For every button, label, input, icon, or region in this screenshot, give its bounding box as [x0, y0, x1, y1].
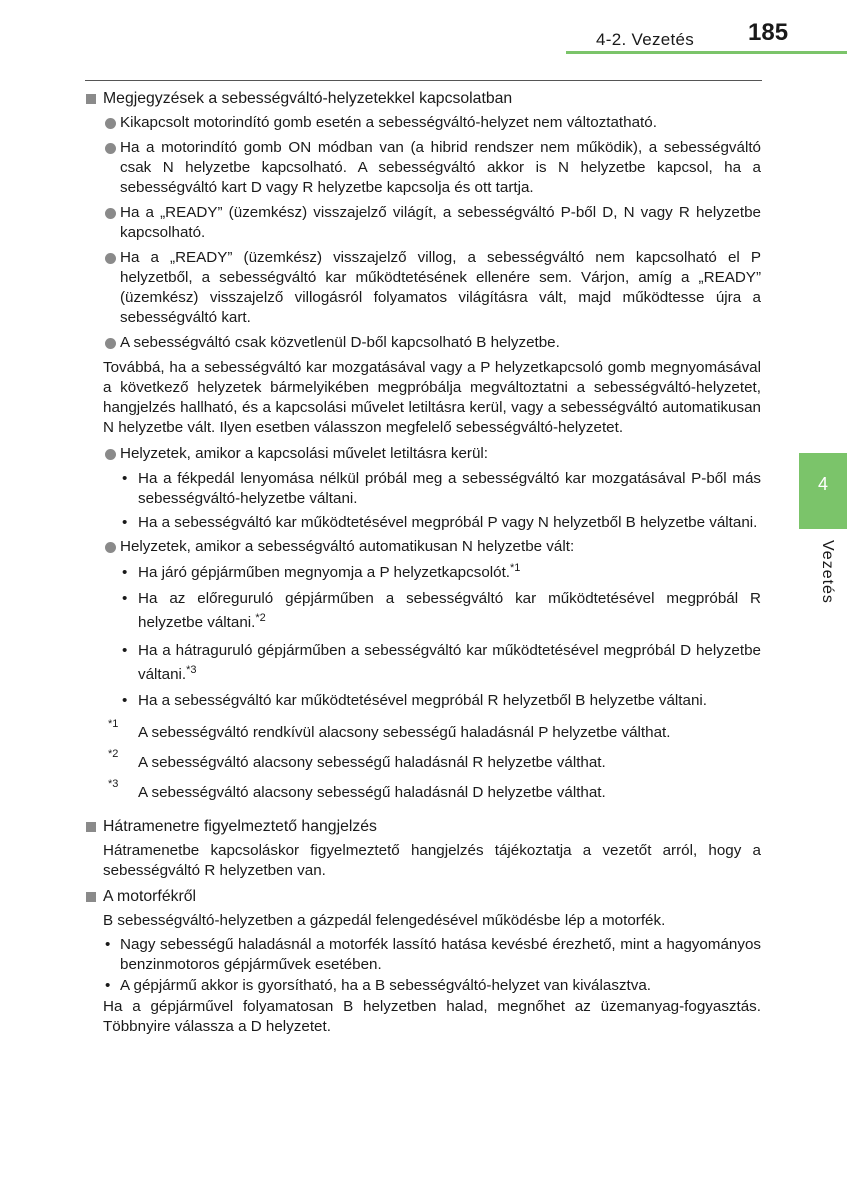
bullet-item: [86, 444, 761, 464]
sub-bullet-item: [86, 691, 761, 711]
square-bullet-icon: [86, 892, 96, 902]
bullet-text: Ha a „READY” (üzemkész) visszajelző világít, a sebességváltó P-ből D, N vagy R helyzetbe kapcsolható.: [120, 204, 761, 241]
dot-bullet-icon: •: [122, 642, 128, 659]
sub-bullet-item: [86, 469, 761, 509]
bullet-item: [86, 248, 761, 328]
bullet-text: Helyzetek, amikor a kapcsolási művelet letiltásra kerül:: [120, 445, 489, 462]
bullet-item: [86, 537, 761, 557]
footnote-marker: *1: [510, 562, 521, 574]
round-bullet-icon: [105, 208, 116, 219]
heading-text: Hátramenetre figyelmeztető hangjelzés: [103, 818, 377, 835]
round-bullet-icon: [105, 338, 116, 349]
bullet-text: Ha a „READY” (üzemkész) visszajelző villog, a sebességváltó nem kapcsolható el P helyzetből, a sebességváltó kar működtetésének ellenére sem. Várjon, amíg a „READY” (üzemkész) visszajelző villogásról folyamatos világításra vált, majd működtesse újra a sebességváltó kart.: [120, 249, 761, 326]
footnote-mark-text: *3: [108, 778, 119, 790]
page-number: 185: [748, 19, 789, 46]
section-heading: [86, 89, 761, 109]
heading-text: A motorfékről: [103, 888, 197, 905]
bullet-text: A sebességváltó csak közvetlenül D-ből kapcsolható B helyzetbe.: [120, 334, 560, 351]
bullet-text: Kikapcsolt motorindító gomb esetén a sebességváltó-helyzet nem változtatható.: [120, 114, 657, 131]
footnote-mark-text: *2: [108, 748, 119, 760]
footnote: [86, 748, 761, 773]
header-divider: [85, 80, 762, 81]
section-heading: [86, 817, 761, 837]
sub-bullet-text: Ha az előreguruló gépjárműben a sebességváltó kar működtetésével megpróbál R helyzetbe váltani.: [138, 590, 761, 631]
round-bullet-icon: [105, 449, 116, 460]
bullet-text: Helyzetek, amikor a sebességváltó automatikusan N helyzetbe vált:: [120, 538, 575, 555]
sub-bullet-text: Ha a hátraguruló gépjárműben a sebességváltó kar működtetésével megpróbál D helyzetbe váltani.: [138, 642, 761, 683]
footnote-mark: [108, 749, 118, 769]
round-bullet-icon: [105, 253, 116, 264]
sub-bullet-text: Ha a sebességváltó kar működtetésével megpróbál P vagy N helyzetből B helyzetbe váltani.: [138, 514, 758, 531]
footnote: [86, 778, 761, 803]
bullet-item: [86, 113, 761, 133]
footnote-text: A sebességváltó alacsony sebességű haladásnál R helyzetbe válthat.: [138, 754, 606, 771]
sub-bullet-text: Ha a fékpedál lenyomása nélkül próbál meg a sebességváltó kar mozgatásával P-ből más sebességváltó-helyzetbe váltani.: [138, 470, 761, 507]
chapter-label: Vezetés: [819, 540, 836, 604]
round-bullet-icon: [105, 542, 116, 553]
body-paragraph: Ha a gépjárművel folyamatosan B helyzetben halad, megnőhet az üzemanyag-fogyasztás. Többnyire válassza a D helyzetet.: [103, 998, 761, 1035]
bullet-item: [86, 333, 761, 353]
footnote-mark: [108, 779, 118, 799]
square-bullet-icon: [86, 94, 96, 104]
dot-bullet-icon: •: [122, 692, 128, 709]
body-paragraph: Továbbá, ha a sebességváltó kar mozgatásával vagy a P helyzetkapcsoló gomb megnyomásával a következő helyzetek bármelyikében megpróbálja megváltoztatni a sebességváltó-helyzetet, hangjelzés hallható, és a kapcsolási művelet letiltásra kerül, vagy a sebességváltó automatikusan N helyzetbe vált. Ilyen esetben válasszon megfelelő sebességváltó-helyzetet.: [103, 359, 761, 436]
sub-bullet-item: [86, 513, 761, 533]
sub-bullet-text: A gépjármű akkor is gyorsítható, ha a B sebességváltó-helyzet van kiválasztva.: [120, 977, 651, 994]
round-bullet-icon: [105, 118, 116, 129]
dot-bullet-icon: •: [122, 470, 128, 487]
dot-bullet-icon: •: [122, 564, 128, 581]
footnote-text: A sebességváltó rendkívül alacsony sebességű haladásnál P helyzetbe válthat.: [138, 724, 671, 741]
sub-bullet-item: [86, 976, 761, 996]
footnote: [86, 718, 761, 743]
sub-bullet-text: Nagy sebességű haladásnál a motorfék lassító hatása kevésbé érezhető, mint a hagyományos benzinmotoros gépjárművek esetében.: [120, 936, 761, 973]
bullet-item: [86, 138, 761, 198]
footnote-text: A sebességváltó alacsony sebességű haladásnál D helyzetbe válthat.: [138, 784, 606, 801]
header-accent-line: [566, 51, 847, 54]
square-bullet-icon: [86, 822, 96, 832]
heading-text: Megjegyzések a sebességváltó-helyzetekkel kapcsolatban: [103, 90, 513, 107]
page-content: [86, 89, 761, 1043]
chapter-number: 4: [817, 474, 828, 494]
footnote-mark: [108, 719, 118, 739]
sub-bullet-text: Ha a sebességváltó kar működtetésével megpróbál R helyzetből B helyzetbe váltani.: [138, 692, 708, 709]
dot-bullet-icon: •: [122, 590, 128, 607]
bullet-item: [86, 203, 761, 243]
bullet-text: Ha a motorindító gomb ON módban van (a hibrid rendszer nem működik), a sebességváltó csak N helyzetbe kapcsolható. A sebességváltó akkor is N helyzetbe kapcsol, ha a sebességváltó kart D vagy R helyzetbe kapcsolja és ott tartja.: [120, 139, 761, 196]
sub-bullet-text: Ha járó gépjárműben megnyomja a P helyzetkapcsolót.: [138, 564, 511, 581]
footnote-marker: *3: [186, 664, 197, 676]
body-paragraph: Hátramenetbe kapcsoláskor figyelmeztető hangjelzés tájékoztatja a vezetőt arról, hogy a sebességváltó R helyzetben van.: [103, 842, 761, 879]
sub-bullet-item: [86, 639, 761, 687]
dot-bullet-icon: •: [122, 514, 128, 531]
section-title: 4-2. Vezetés: [596, 30, 695, 49]
sub-bullet-item: [86, 935, 761, 975]
dot-bullet-icon: •: [105, 936, 111, 953]
body-paragraph: B sebességváltó-helyzetben a gázpedál felengedésével működésbe lép a motorfék.: [103, 912, 666, 929]
footnote-mark-text: *1: [108, 718, 119, 730]
round-bullet-icon: [105, 143, 116, 154]
section-heading: [86, 887, 761, 907]
sub-bullet-item: [86, 563, 761, 583]
dot-bullet-icon: •: [105, 977, 111, 994]
sub-bullet-item: [86, 587, 761, 635]
footnote-marker: *2: [255, 612, 266, 624]
